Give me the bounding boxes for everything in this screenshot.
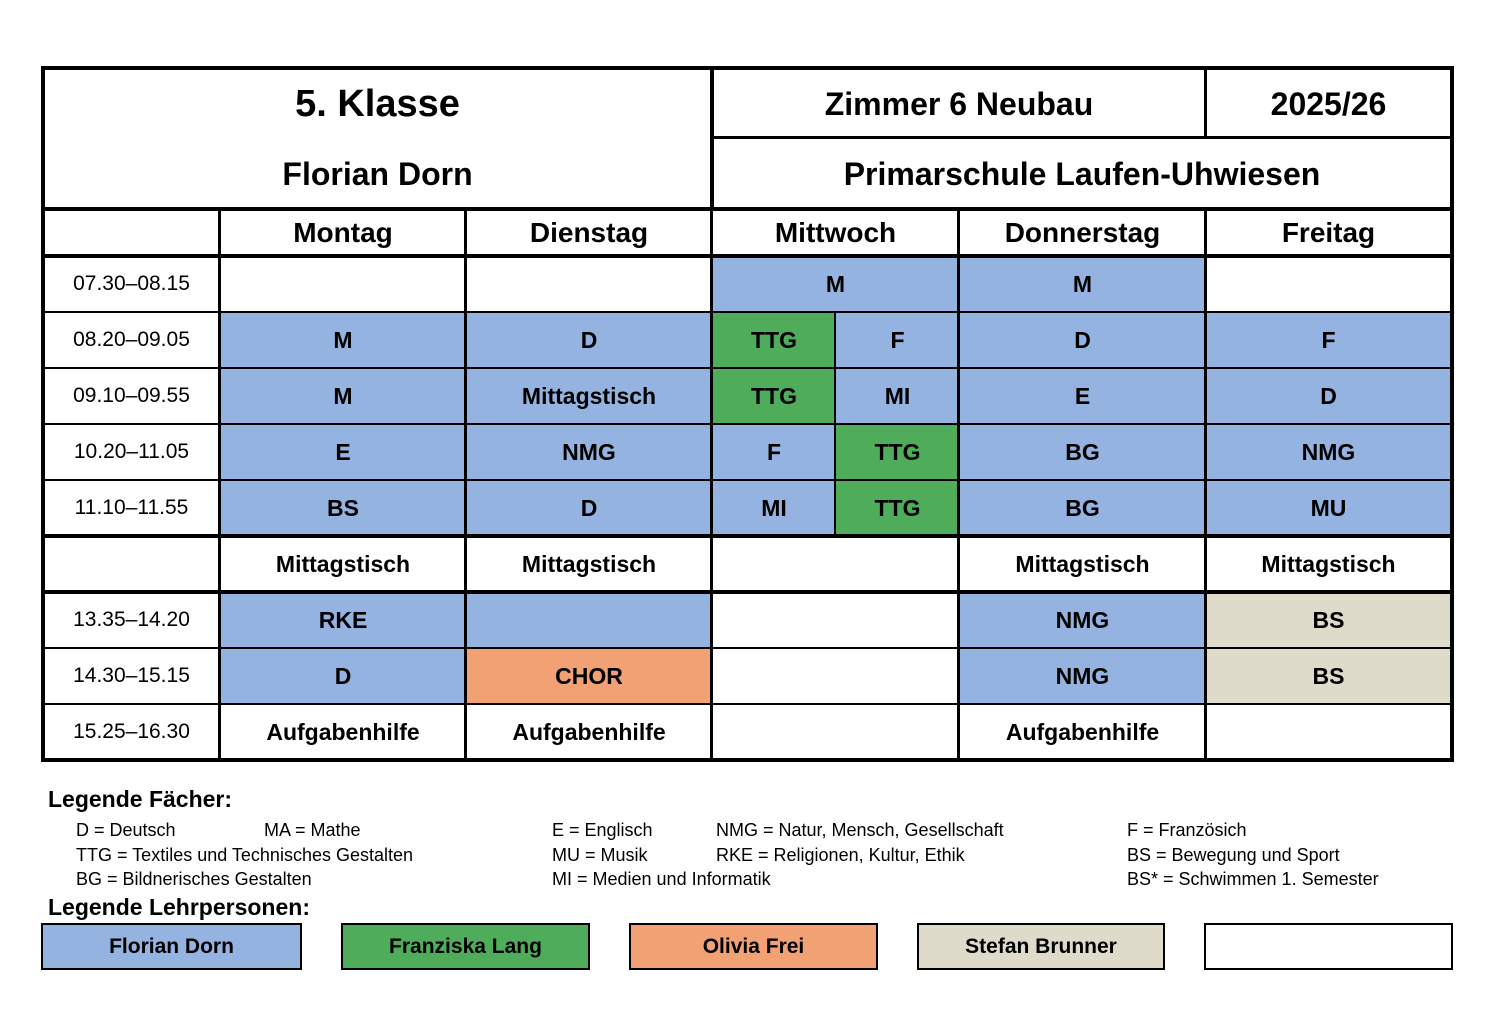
lunch-cell: Mittagstisch [1015, 550, 1150, 577]
lesson-cell: TTG [712, 368, 836, 424]
lesson-cell [712, 704, 959, 760]
legend-subject: E = Englisch [552, 820, 653, 840]
lesson-cell: Aufgabenhilfe [266, 718, 420, 745]
legend-subject: MU = Musik [552, 845, 648, 865]
lesson-cell: BG [959, 424, 1206, 480]
time-slot-lunch [43, 536, 220, 592]
time-slot: 07.30–08.15 [73, 272, 190, 295]
legend-subject: MI = Medien und Informatik [552, 869, 771, 889]
time-slot: 11.10–11.55 [74, 496, 189, 519]
legend-subject: MA = Mathe [264, 820, 361, 840]
legend-teacher-stefan-brunner: Stefan Brunner [917, 923, 1165, 970]
time-slot: 15.25–16.30 [73, 720, 190, 743]
lesson-cell: BS [220, 480, 466, 536]
lesson-cell [712, 592, 959, 648]
lesson-cell: TTG [836, 424, 959, 480]
legend-teacher-empty [1204, 923, 1453, 970]
time-slot: 14.30–15.15 [73, 664, 190, 687]
legend-teacher-franziska-lang: Franziska Lang [341, 923, 590, 970]
lesson-cell: M [220, 312, 466, 368]
lesson-cell: D [466, 312, 712, 368]
lesson-cell [1206, 704, 1451, 760]
lesson-cell: M [712, 256, 959, 312]
legend-subject: BG = Bildnerisches Gestalten [76, 869, 312, 889]
lesson-cell: BS [1206, 592, 1451, 648]
lesson-cell: BG [959, 480, 1206, 536]
lesson-cell: Aufgabenhilfe [1005, 718, 1160, 745]
legend-teacher-florian-dorn: Florian Dorn [41, 923, 302, 970]
lesson-cell [712, 648, 959, 704]
lesson-cell: E [959, 368, 1206, 424]
day-tuesday: Dienstag [529, 217, 649, 248]
lesson-cell: NMG [959, 648, 1206, 704]
legend-subject: D = Deutsch [76, 820, 176, 840]
legend-subject: BS = Bewegung und Sport [1127, 845, 1340, 865]
legend-subject: RKE = Religionen, Kultur, Ethik [716, 845, 965, 865]
lesson-cell: RKE [220, 592, 466, 648]
lesson-cell: MI [836, 368, 959, 424]
lesson-cell: NMG [1206, 424, 1451, 480]
lesson-cell [466, 256, 712, 312]
lesson-cell: NMG [466, 424, 712, 480]
lesson-cell: TTG [712, 312, 836, 368]
lesson-cell: Aufgabenhilfe [512, 718, 666, 745]
legend-subject: TTG = Textiles und Technisches Gestalten [76, 845, 414, 865]
lunch-cell [712, 536, 959, 592]
room-label: Zimmer 6 Neubau [824, 85, 1094, 122]
lesson-cell: M [220, 368, 466, 424]
lunch-cell: Mittagstisch [1261, 550, 1396, 577]
day-friday: Freitag [1281, 217, 1376, 248]
lesson-cell: NMG [959, 592, 1206, 648]
class-teacher: Florian Dorn [282, 155, 473, 192]
legend-subjects-title: Legende Fächer: [48, 786, 233, 812]
time-slot: 10.20–11.05 [73, 440, 190, 463]
time-slot: 09.10–09.55 [73, 384, 190, 407]
lesson-cell: CHOR [466, 648, 712, 704]
legend-subject: NMG = Natur, Mensch, Gesellschaft [716, 820, 1004, 840]
legend-subject: F = Französich [1127, 820, 1247, 840]
legend-subject: BS* = Schwimmen 1. Semester [1127, 869, 1379, 889]
lesson-cell: F [836, 312, 959, 368]
school-name: Primarschule Laufen-Uhwiesen [843, 155, 1321, 192]
lesson-cell: TTG [836, 480, 959, 536]
lesson-cell: E [220, 424, 466, 480]
legend-teacher-olivia-frei: Olivia Frei [629, 923, 878, 970]
lesson-cell: F [1206, 312, 1451, 368]
lesson-cell: BS [1206, 648, 1451, 704]
lesson-cell: D [1206, 368, 1451, 424]
lesson-cell [466, 592, 712, 648]
lesson-cell: D [466, 480, 712, 536]
legend-teachers-title: Legende Lehrpersonen: [48, 894, 310, 920]
lesson-cell: M [959, 256, 1206, 312]
lesson-cell [220, 256, 466, 312]
day-wednesday: Mittwoch [774, 217, 897, 248]
lesson-cell: F [712, 424, 836, 480]
lesson-cell: Mittagstisch [466, 368, 712, 424]
lunch-cell: Mittagstisch [521, 550, 657, 577]
lesson-cell: D [959, 312, 1206, 368]
lesson-cell: MI [712, 480, 836, 536]
day-monday: Montag [293, 217, 393, 248]
time-slot: 08.20–09.05 [73, 328, 190, 351]
lesson-cell: MU [1206, 480, 1451, 536]
school-year: 2025/26 [1270, 85, 1387, 122]
lunch-cell: Mittagstisch [275, 550, 411, 577]
lesson-cell: D [220, 648, 466, 704]
time-slot: 13.35–14.20 [73, 608, 190, 631]
day-thursday: Donnerstag [1004, 217, 1161, 248]
class-name: 5. Klasse [295, 82, 460, 125]
lesson-cell [1206, 256, 1451, 312]
